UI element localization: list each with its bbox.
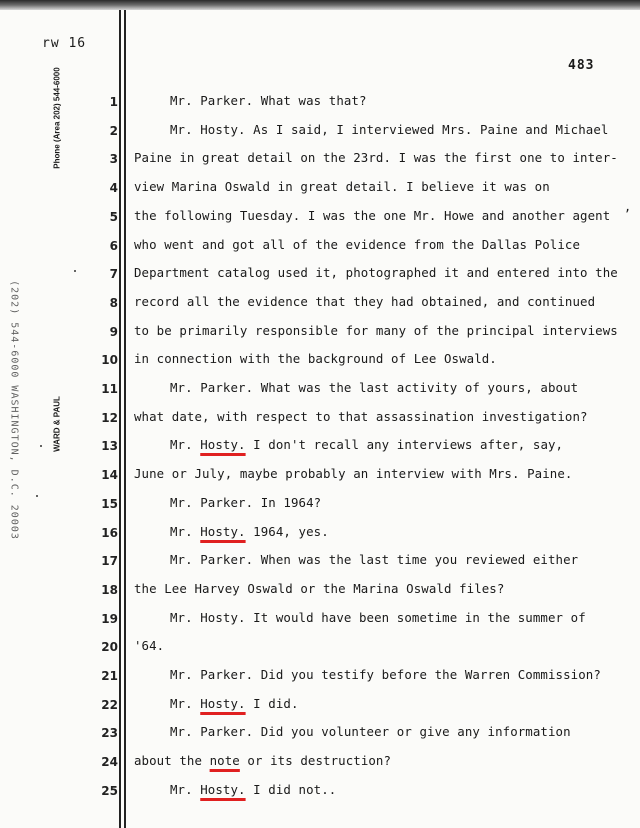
transcript-line xyxy=(134,294,595,309)
line-number: 13 xyxy=(101,439,118,453)
line-number: 18 xyxy=(101,583,118,597)
reporter-code: rw 16 xyxy=(42,36,87,51)
highlighted-word: note xyxy=(209,753,240,768)
margin-rule-right xyxy=(124,10,126,828)
transcript-line xyxy=(134,581,504,596)
transcript-line xyxy=(170,552,578,567)
line-number: 20 xyxy=(101,640,118,654)
line-text: Mr. Parker. Did you volunteer or give any information xyxy=(170,724,571,739)
highlighted-word: Hosty. xyxy=(200,437,246,452)
line-text: or its destruction? xyxy=(239,753,392,768)
line-text: the following Tuesday. I was the one Mr. Howe and another agent xyxy=(134,208,611,223)
transcript-line xyxy=(170,524,329,539)
transcript-line xyxy=(134,638,164,653)
line-number: 11 xyxy=(101,382,118,396)
transcript-line xyxy=(170,696,299,711)
line-text: Mr. Parker. In 1964? xyxy=(170,495,322,510)
transcript-line xyxy=(134,351,497,366)
line-number: 3 xyxy=(109,152,118,166)
line-text: June or July, maybe probably an interview with Mrs. Paine. xyxy=(134,466,573,481)
line-text: '64. xyxy=(134,638,165,653)
line-text: Mr. Hosty. As I said, I interviewed Mrs. Paine and Michael xyxy=(170,122,609,137)
line-number: 25 xyxy=(101,784,118,798)
line-text: Mr. Parker. Did you testify before the Warren Commission? xyxy=(170,667,601,682)
transcript-line xyxy=(134,409,588,424)
line-number: 2 xyxy=(109,124,118,138)
highlighted-word: Hosty. xyxy=(200,524,246,539)
transcript-line xyxy=(134,323,618,338)
line-number: 14 xyxy=(101,468,118,482)
line-number: 22 xyxy=(101,698,118,712)
line-text: I did. xyxy=(245,696,299,711)
right-margin-mark: , xyxy=(624,200,632,214)
scan-top-edge xyxy=(0,0,640,10)
line-text: to be primarily responsible for many of the principal interviews xyxy=(134,323,618,338)
line-text: Mr. Hosty. It would have been sometime in the summer of xyxy=(170,610,586,625)
line-text: Mr. Parker. What was the last activity of yours, about xyxy=(170,380,579,395)
transcript-line xyxy=(134,150,618,165)
transcript-line xyxy=(134,237,580,252)
transcript-line xyxy=(134,466,572,481)
line-text: Mr. Parker. What was that? xyxy=(170,93,367,108)
line-text: Mr. xyxy=(170,524,201,539)
line-number: 23 xyxy=(101,726,118,740)
line-text: the Lee Harvey Oswald or the Marina Oswald files? xyxy=(134,581,505,596)
line-number: 9 xyxy=(109,325,118,339)
scan-speck xyxy=(36,495,38,497)
highlighted-word: Hosty. xyxy=(200,782,246,797)
line-text: Mr. xyxy=(170,782,201,797)
line-number: 5 xyxy=(109,210,118,224)
transcript-line xyxy=(134,179,550,194)
transcript-line xyxy=(170,495,321,510)
line-number: 8 xyxy=(109,296,118,310)
line-text: Mr. xyxy=(170,437,201,452)
line-number: 1 xyxy=(109,95,118,109)
transcript-line xyxy=(134,753,391,768)
highlighted-word: Hosty. xyxy=(200,696,246,711)
line-number: 12 xyxy=(101,411,118,425)
line-text: Paine in great detail on the 23rd. I was the first one to inter- xyxy=(134,150,618,165)
line-text: Mr. xyxy=(170,696,201,711)
line-number: 19 xyxy=(101,612,118,626)
line-number: 7 xyxy=(109,267,118,281)
transcript-line xyxy=(134,208,610,223)
transcript-line xyxy=(134,265,618,280)
line-number: 16 xyxy=(101,526,118,540)
margin-company-name: WARD & PAUL xyxy=(52,396,62,452)
line-text: Department catalog used it, photographed it and entered into the xyxy=(134,265,618,280)
scan-speck xyxy=(40,445,42,447)
line-text: who went and got all of the evidence from the Dallas Police xyxy=(134,237,581,252)
line-text: I did not.. xyxy=(245,782,337,797)
line-text: I don't recall any interviews after, say, xyxy=(245,437,564,452)
page-number: 483 xyxy=(568,58,595,73)
transcript-line xyxy=(170,610,586,625)
transcript-line xyxy=(170,667,601,682)
scan-speck xyxy=(74,270,76,272)
line-text: 1964, yes. xyxy=(245,524,329,539)
margin-rule-left xyxy=(119,10,121,828)
line-number: 10 xyxy=(101,353,118,367)
line-text: Mr. Parker. When was the last time you reviewed either xyxy=(170,552,579,567)
margin-phone-number: Phone (Area 202) 544-6000 xyxy=(52,67,62,169)
transcript-line xyxy=(170,380,578,395)
transcript-line xyxy=(170,93,367,108)
line-text: what date, with respect to that assassination investigation? xyxy=(134,409,588,424)
margin-bleed-text: (202) 544-6000 WASHINGTON, D.C. 20003 xyxy=(8,280,20,540)
transcript-line xyxy=(170,724,571,739)
line-number: 6 xyxy=(109,239,118,253)
line-number: 17 xyxy=(101,554,118,568)
line-text: view Marina Oswald in great detail. I believe it was on xyxy=(134,179,550,194)
line-text: in connection with the background of Lee Oswald. xyxy=(134,351,497,366)
transcript-line xyxy=(170,782,336,797)
line-text: record all the evidence that they had obtained, and continued xyxy=(134,294,596,309)
line-number: 15 xyxy=(101,497,118,511)
line-number: 21 xyxy=(101,669,118,683)
line-text: about the xyxy=(134,753,210,768)
transcript-line xyxy=(170,437,563,452)
line-number: 24 xyxy=(101,755,118,769)
transcript-line xyxy=(170,122,608,137)
line-number: 4 xyxy=(109,181,118,195)
